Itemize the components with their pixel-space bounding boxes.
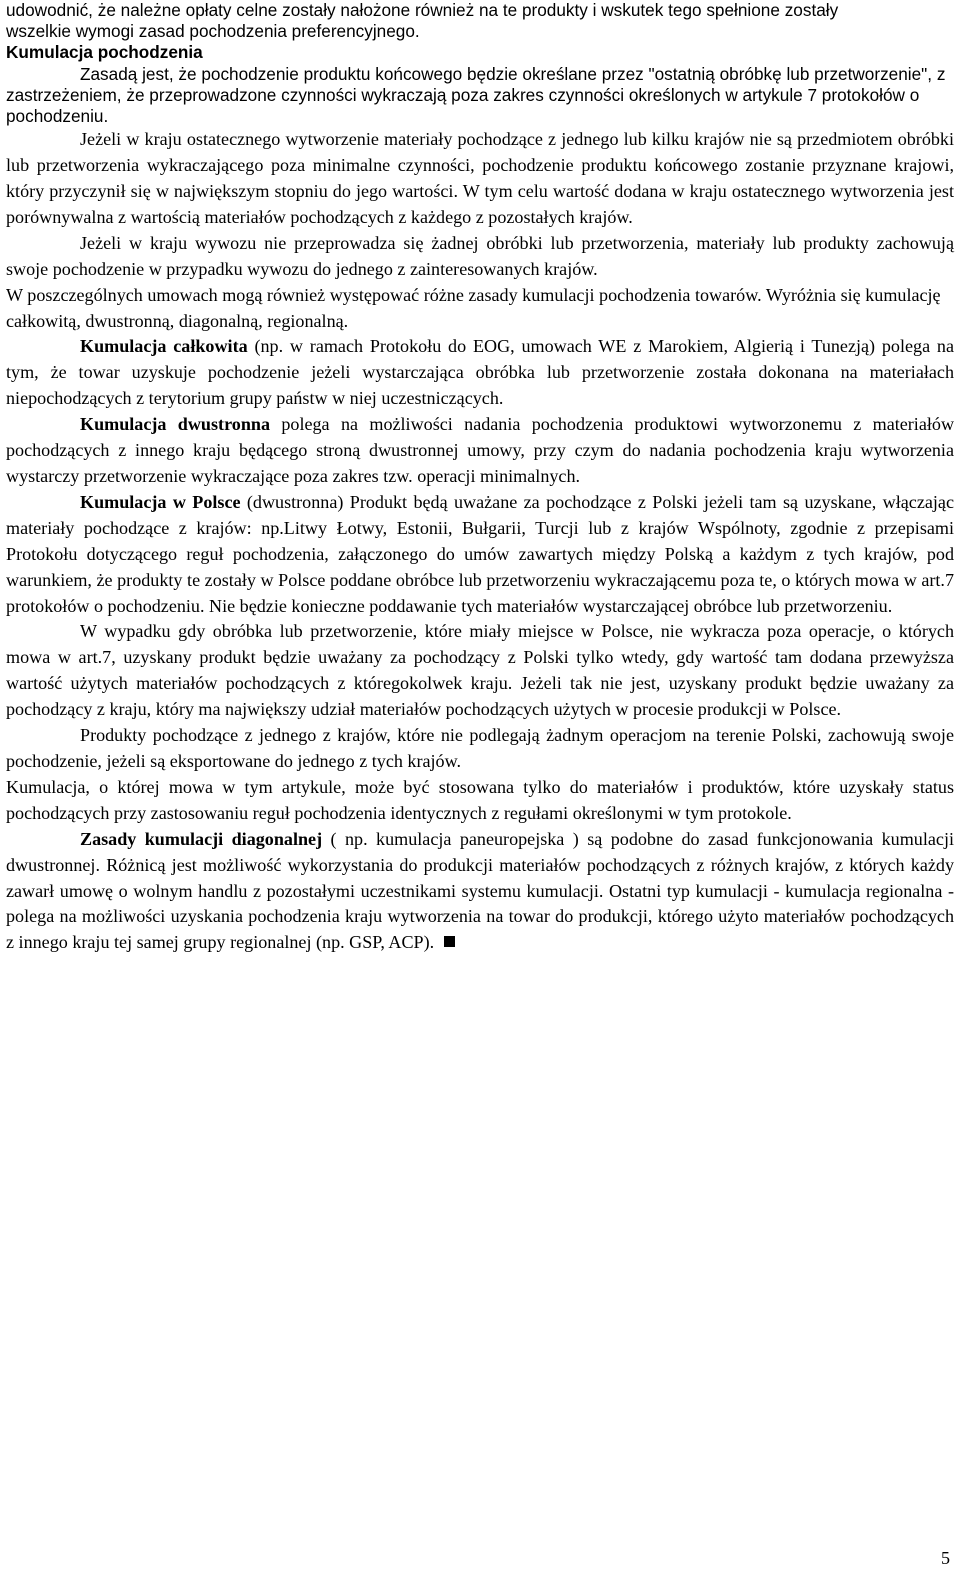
paragraph-cumulation-scope: Kumulacja, o której mowa w tym artykule, może być stosowana tylko do materiałów i produktów, które uzyskały status pochodzących przy zastosowaniu reguł pochodzenia identycznych z regułami określonymi w tym protokole. [6,776,954,823]
intro-line-2: wszelkie wymogi zasad pochodzenia preferencyjnego. [6,21,420,42]
section-heading: Kumulacja pochodzenia [6,42,203,63]
paragraph-bilateral-cumulation [6,412,954,490]
paragraph-origin-rule: Zasadą jest, że pochodzenie produktu końcowego będzie określane przez "ostatnią obróbkę lub przetworzenie", z zastrzeżeniem, że przeprowadzone czynności wykraczają poza zakres czynności określonych w artykule 7 protokołów o pochodzeniu. [6,63,946,127]
term-bilateral-cumulation: Kumulacja dwustronna [80,414,270,435]
body-text [6,127,954,956]
term-full-cumulation: Kumulacja całkowita [80,336,248,357]
paragraph-diagonal-cumulation [6,827,954,957]
term-poland-cumulation: Kumulacja w Polsce [80,491,241,512]
document-page [6,0,954,956]
intro-line-1: udowodnić, że należne opłaty celne zostały nałożone również na te produkty i wskutek tego spełnione zostały [6,0,839,20]
term-diagonal-cumulation: Zasady kumulacji diagonalnej [80,828,323,849]
paragraph-products-export: Produkty pochodzące z jednego z krajów, które nie podlegają żadnym operacjom na terenie Polski, zachowują swoje pochodzenie, jeżeli są eksportowane do jednego z tych krajów. [6,725,954,771]
paragraph-cumulation-types: W poszczególnych umowach mogą również występować różne zasady kumulacji pochodzenia towarów. Wyróżnia się kumulację całkowitą, dwustronną, diagonalną, regionalną. [6,284,941,331]
paragraph-export-country: Jeżeli w kraju wywozu nie przeprowadza się żadnej obróbki lub przetworzenia, materiały lub produkty zachowują swoje pochodzenie w przypadku wywozu do jednego z zainteresowanych krajów. [6,232,954,279]
paragraph-final-country: Jeżeli w kraju ostatecznego wytworzenie materiały pochodzące z jednego lub kilku krajów nie są przedmiotem obróbki lub przetworzenia wykraczającego poza minimalne czynności, pochodzenie produktu końcowego zostanie przyznane krajowi, który przyczynił się w największym stopniu do jego wartości. W tym celu wartość dodana w kraju ostatecznego wytworzenia jest porównywalna z wartością materiałów pochodzących z każdego z pozostałych krajów. [6,129,954,227]
page-number: 5 [941,1548,950,1568]
text-bilateral-cumulation: polega na możliwości nadania pochodzenia produktowi wytworzonemu z materiałów pochodzących z innego kraju będącego stroną dwustronnej umowy, przy czym do nadania pochodzenia kraju wytworzenia wystarczy przetworzenie wykraczające poza zakres tzw. operacji minimalnych. [6,414,955,486]
text-poland-cumulation: (dwustronna) Produkt będą uważane za pochodzące z Polski jeżeli tam są uzyskane, włączając materiały pochodzące z krajów: np.Litwy Łotwy, Estonii, Bułgarii, Turcji lub z krajów Wspólnoty, zgodnie z przepisami Protokołu dotyczącego reguł pochodzenia, załączonego do umów zawartych między Polską a każdym z tych krajów, pod warunkiem, że produkty te zostały w Polsce poddane obróbce lub przetworzeniu wykraczającemu poza te, o których mowa w art.7 protokołów o pochodzeniu. Nie będzie konieczne poddawanie tych materiałów wystarczającej obróbce lub przetworzeniu. [6,491,954,616]
text-diagonal-cumulation: ( np. kumulacja paneuropejska ) są podobne do zasad funkcjonowania kumulacji dwustronnej. Różnicą jest możliwość wykorzystania do produkcji materiałów pochodzących z różnych krajów, z których każdy zawarł umowę o wolnym handlu z pozostałymi uczestnikami systemu kumulacji. Ostatni typ kumulacji - kumulacja regionalna - polega na możliwości uzyskania pochodzenia kraju wytworzenia na towar do produkcji, którego użyto materiałów pochodzących z innego kraju tej samej grupy regionalnej (np. GSP, ACP). [6,828,954,953]
intro-text [6,0,954,127]
paragraph-full-cumulation [6,334,954,412]
end-of-section-square-icon [444,936,455,947]
paragraph-processing-in-poland: W wypadku gdy obróbka lub przetworzenie, które miały miejsce w Polsce, nie wykracza poza operacje, o których mowa w art.7, uzyskany produkt będzie uważany za pochodzący z Polski tylko wtedy, gdy wartość tam dodana przewyższa wartość użytych materiałów pochodzących z któregokolwek kraju. Jeżeli tak nie jest, uzyskany produkt będzie uważany za pochodzący z kraju, który ma największy udział materiałów pochodzących użytych w procesie produkcji w Polsce. [6,621,954,720]
paragraph-poland-cumulation [6,490,954,620]
text-full-cumulation: (np. w ramach Protokołu do EOG, umowach WE z Marokiem, Algierią i Tunezją) polega na tym, że towar uzyskuje pochodzenie jeżeli wystarczająca obróbka lub przetworzenie została dokonana na materiałach niepochodzących z terytorium grupy państw w niej uczestniczących. [6,336,955,409]
